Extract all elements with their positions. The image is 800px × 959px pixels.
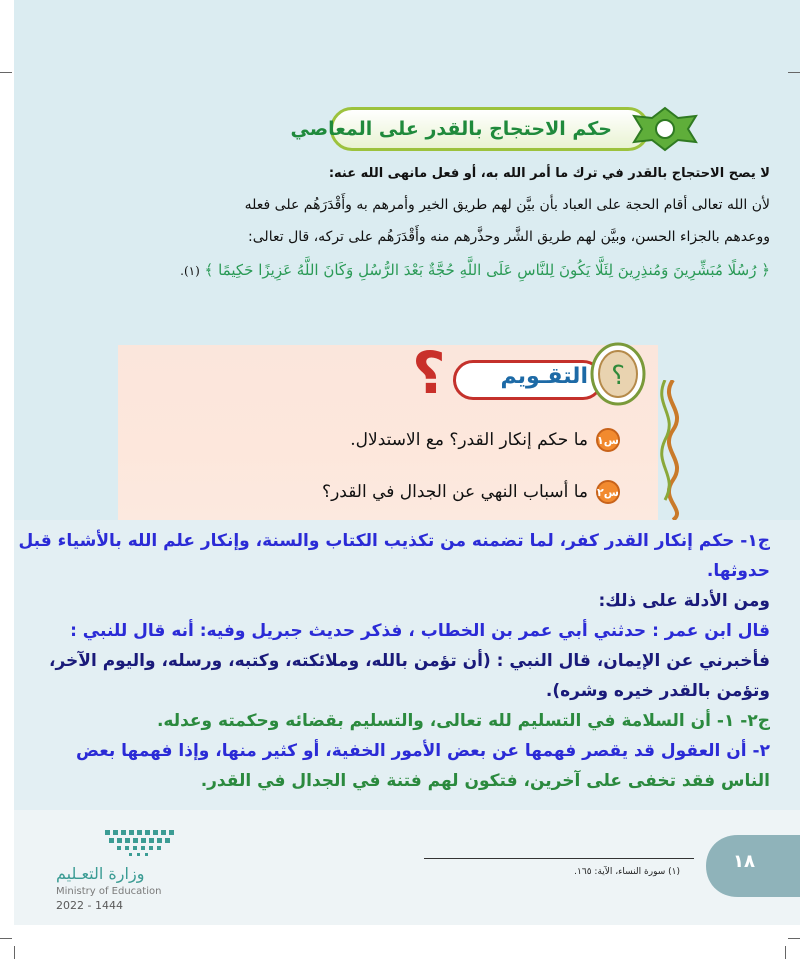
answer-1-line: حدوثها. [706, 561, 770, 581]
evidence-heading: ومن الأدلة على ذلك: [598, 591, 770, 611]
edition-year: 2022 - 1444 [56, 899, 123, 912]
answer-1-line: ج١- حكم إنكار القدر كفر، لما تضمنه من تكذيب الكتاب والسنة، وإنكار علم الله بالأشياء قبل [18, 531, 770, 551]
intro-statement: لا يصح الاحتجاج بالقدر في ترك ما أمر الله به، أو فعل مانهى الله عنه: [328, 166, 770, 181]
question-badge: س١ [596, 428, 620, 452]
footnote: (١) سورة النساء، الآية: ١٦٥. [574, 867, 680, 877]
crop-mark [0, 72, 12, 73]
question-item [350, 428, 620, 452]
evaluation-book-icon [590, 342, 646, 406]
crop-mark [785, 946, 786, 959]
paragraph-line: لأن الله تعالى أقام الحجة على العباد بأن بيَّن لهم طريق الخير وأمرهم به وأَقْدَرَهُم على فعله [244, 197, 770, 213]
page-number: ١٨ [733, 851, 755, 872]
ministry-name-arabic: وزارة التعـليم [56, 864, 145, 883]
ministry-logo-icon [95, 826, 187, 860]
crop-mark [14, 946, 15, 959]
hadith-line: قال ابن عمر : حدثني أبي عمر بن الخطاب ، فذكر حديث جبريل وفيه: أنه قال للنبي : [70, 621, 770, 641]
section-title: حكم الاحتجاج بالقدر على المعاصي [290, 118, 612, 140]
answer-2-line: الناس فقد تخفى على آخرين، فتكون لهم فتنة في الجدال في القدر. [200, 771, 770, 791]
footnote-divider [424, 858, 694, 859]
evaluation-title: التقـويم [500, 364, 588, 389]
crop-mark [788, 938, 800, 939]
ministry-name-english: Ministry of Education [56, 886, 162, 897]
svg-text:؟: ؟ [611, 361, 625, 391]
question-text: ما أسباب النهي عن الجدال في القدر؟ [322, 482, 588, 502]
verse-text: ﴿ رُسُلًا مُبَشِّرِينَ وَمُنذِرِينَ لِئَلَّا يَكُونَ لِلنَّاسِ عَلَى اللَّهِ حُجَّةٌ بَعْدَ الرُّسُلِ وَكَانَ اللَّهُ عَزِيزًا حَكِيمًا ﴾ [204, 261, 770, 279]
question-badge: س٢ [596, 480, 620, 504]
crop-mark [0, 938, 12, 939]
paragraph-line: ووعدهم بالجزاء الحسن، وبيَّن لهم طريق الشَّر وحذَّرهم منه وأَقْدَرَهُم على تركه، قال تعالى: [248, 229, 770, 245]
verse-footnote-ref: (١). [180, 264, 200, 278]
question-mark-icon: ؟ [412, 339, 446, 407]
answer-2-line: ج٢- ١- أن السلامة في التسليم لله تعالى، والتسليم بقضائه وحكمته وعدله. [156, 711, 770, 731]
answer-2-line: ٢- أن العقول قد يقصر فهمها عن بعض الأمور الخفية، أو كثير منها، وإذا فهمها بعض [76, 741, 770, 761]
quran-verse [30, 261, 770, 279]
ornament-icon [630, 104, 700, 154]
hadith-line: وتؤمن بالقدر خيره وشره). [545, 681, 770, 701]
question-item [322, 480, 620, 504]
hadith-line: فأخبرني عن الإيمان، قال النبي : (أن تؤمن بالله، وملائكته، وكتبه، ورسله، واليوم الآخر، [49, 651, 770, 671]
decorative-border-icon [655, 380, 691, 520]
question-text: ما حكم إنكار القدر؟ مع الاستدلال. [350, 430, 588, 450]
section-title-banner [290, 104, 700, 154]
crop-mark [788, 72, 800, 73]
